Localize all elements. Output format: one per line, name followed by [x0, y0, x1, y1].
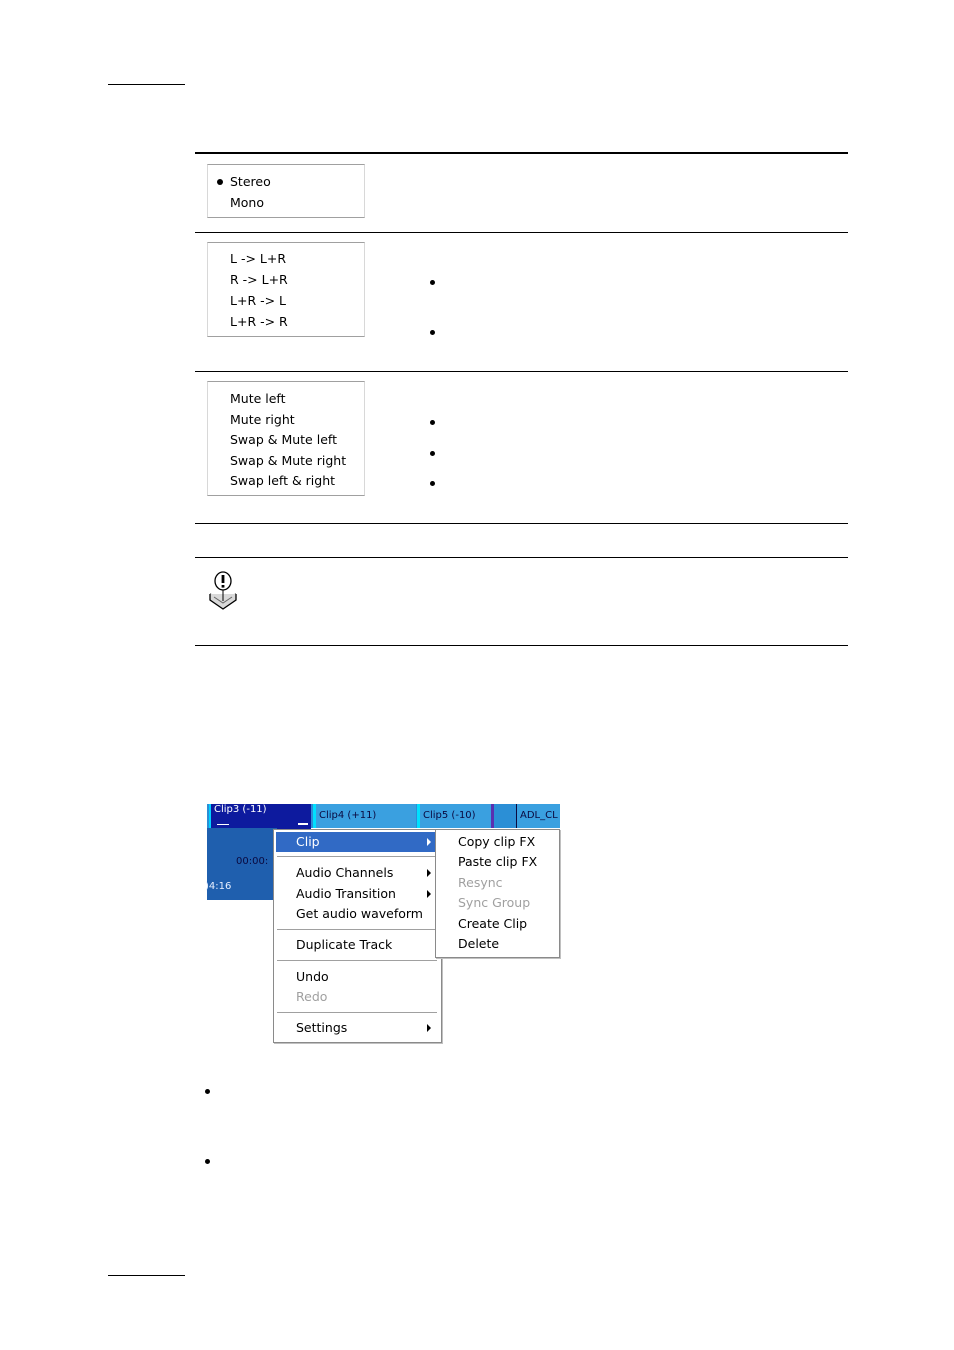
track-timecode: )4:16	[205, 881, 232, 892]
handle-icon	[298, 823, 308, 825]
menu-item-mute-left[interactable]: Mute left	[230, 391, 286, 406]
menu-separator	[277, 960, 437, 961]
menu-item-clip[interactable]: Clip	[296, 834, 320, 849]
note-bottom-rule	[195, 645, 848, 646]
submenu-arrow-icon	[427, 838, 431, 846]
bullet	[430, 481, 435, 486]
menu-separator	[277, 1012, 437, 1013]
bullet	[430, 280, 435, 285]
table-row-rule-2	[195, 371, 848, 372]
menu-item-swap-mute-right[interactable]: Swap & Mute right	[230, 453, 347, 468]
note-icon	[206, 570, 240, 612]
table-top-rule	[195, 152, 848, 154]
bullet	[205, 1159, 210, 1164]
bullet	[430, 330, 435, 335]
timeline-clip-4[interactable]	[313, 804, 416, 828]
header-rule	[108, 84, 185, 85]
context-menu	[273, 829, 442, 1043]
table-row-rule-1	[195, 232, 848, 233]
menu-item-redo[interactable]: Redo	[296, 989, 328, 1004]
menu-item-resync[interactable]: Resync	[458, 875, 503, 890]
menu-item-lr-to-l[interactable]: L+R -> L	[230, 293, 287, 308]
routing-menu	[207, 242, 365, 337]
mute-swap-menu	[207, 381, 365, 496]
menu-item-copy-clip-fx[interactable]: Copy clip FX	[458, 834, 536, 849]
submenu-arrow-icon	[427, 869, 431, 877]
menu-item-audio-channels[interactable]: Audio Channels	[296, 865, 394, 880]
menu-item-delete[interactable]: Delete	[458, 936, 500, 951]
menu-item-mute-right[interactable]: Mute right	[230, 412, 295, 427]
menu-item-create-clip[interactable]: Create Clip	[458, 916, 528, 931]
menu-item-lr-to-r[interactable]: L+R -> R	[230, 314, 288, 329]
menu-item-get-audio-waveform[interactable]: Get audio waveform	[296, 906, 423, 921]
clip-label: Clip5 (-10)	[423, 810, 476, 821]
bullet	[430, 420, 435, 425]
note-top-rule	[195, 557, 848, 558]
channel-mode-menu	[207, 164, 365, 218]
timeline-track-area	[207, 828, 277, 900]
menu-item-mono[interactable]: Mono	[230, 195, 265, 210]
menu-item-r-to-lr[interactable]: R -> L+R	[230, 272, 288, 287]
submenu-arrow-icon	[427, 1024, 431, 1032]
menu-item-duplicate-track[interactable]: Duplicate Track	[296, 937, 393, 952]
menu-item-stereo[interactable]: Stereo	[230, 174, 271, 189]
menu-separator	[277, 929, 437, 930]
menu-item-paste-clip-fx[interactable]: Paste clip FX	[458, 854, 538, 869]
clip-label: Clip4 (+11)	[319, 810, 377, 821]
footer-rule	[108, 1275, 185, 1276]
timeline-clip-5[interactable]	[417, 804, 491, 828]
track-timecode: 00:00:	[236, 856, 269, 867]
menu-item-swap-left-right[interactable]: Swap left & right	[230, 473, 336, 488]
menu-item-sync-group[interactable]: Sync Group	[458, 895, 531, 910]
selected-radio-icon	[217, 179, 223, 185]
bullet	[430, 451, 435, 456]
submenu-arrow-icon	[427, 890, 431, 898]
bullet	[205, 1089, 210, 1094]
menu-item-settings[interactable]: Settings	[296, 1020, 348, 1035]
clip-label: ADL_CL	[520, 810, 558, 821]
menu-item-l-to-lr[interactable]: L -> L+R	[230, 251, 287, 266]
timeline-clip-adl[interactable]	[516, 804, 560, 828]
menu-separator	[277, 856, 437, 857]
menu-item-swap-mute-left[interactable]: Swap & Mute left	[230, 432, 337, 447]
clip-label: Clip3 (-11)	[214, 804, 267, 815]
table-bottom-rule	[195, 523, 848, 524]
menu-item-undo[interactable]: Undo	[296, 969, 329, 984]
clip-submenu	[435, 829, 560, 958]
menu-item-audio-transition[interactable]: Audio Transition	[296, 886, 396, 901]
playhead-marker	[491, 804, 494, 828]
